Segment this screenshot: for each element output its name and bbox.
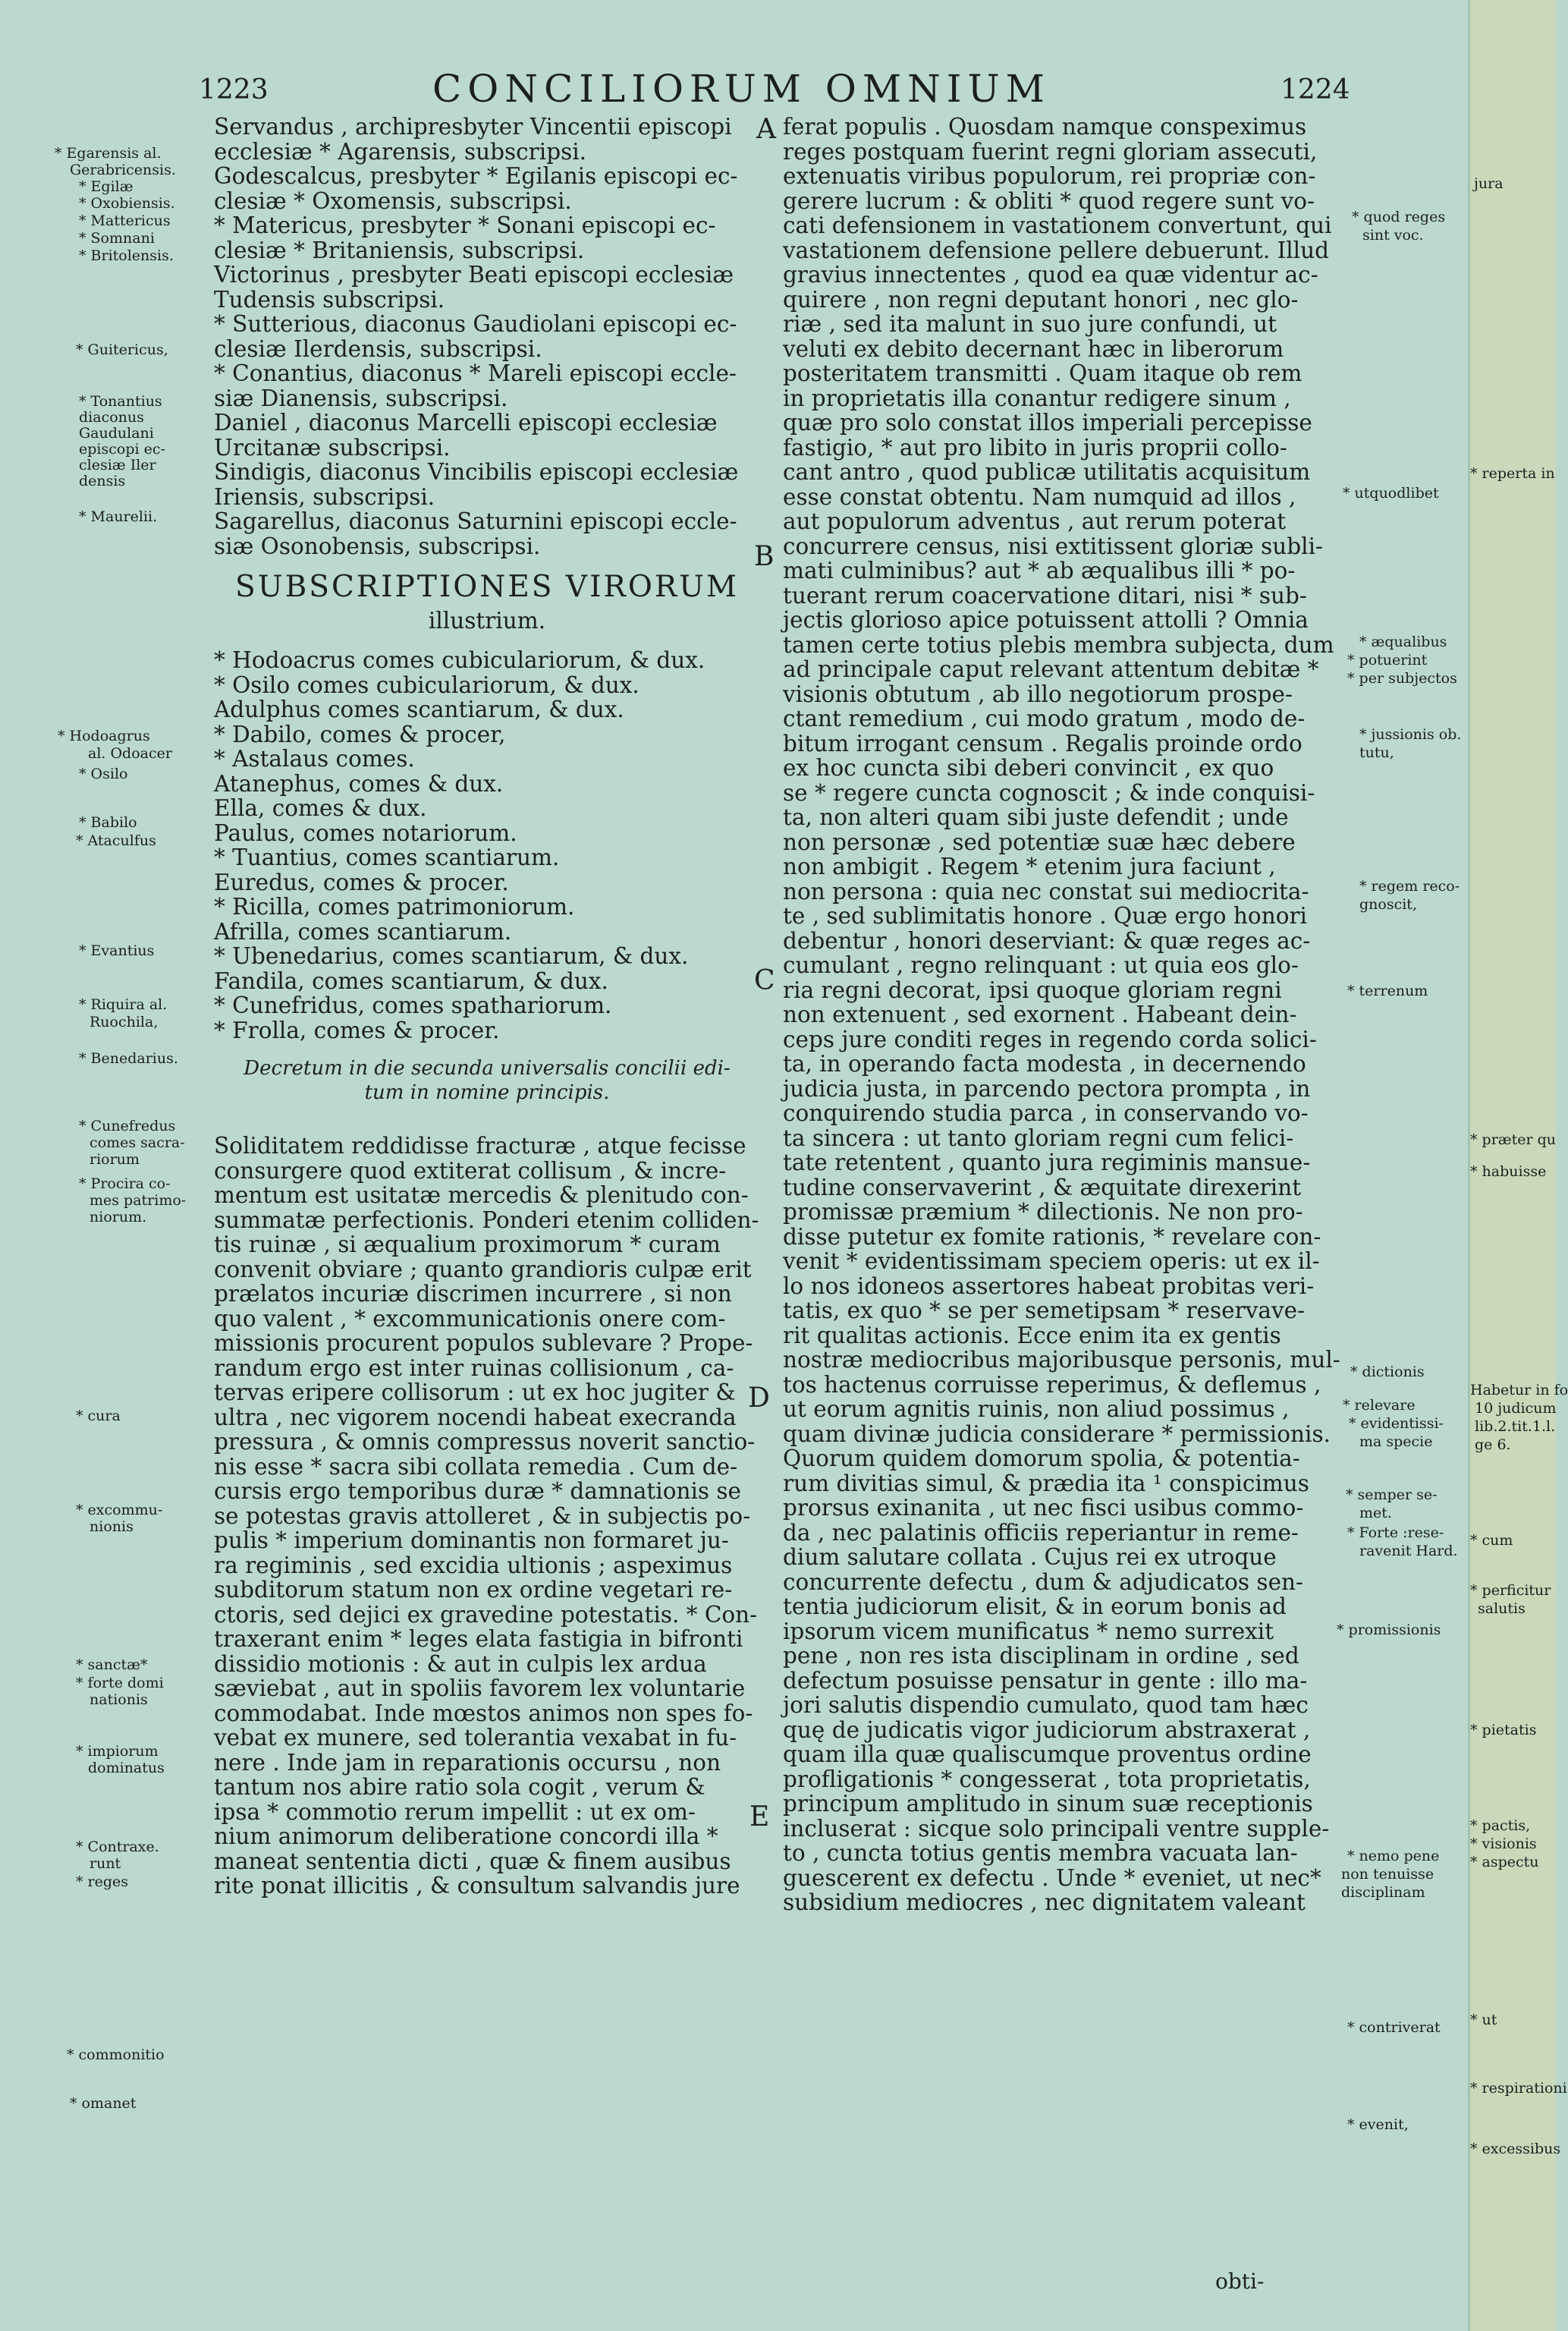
margin-note: gnoscit, [1359, 896, 1417, 913]
text-line: Soliditatem reddidisse fracturæ , atque fecisse [214, 1133, 746, 1159]
text-line: quam illa quæ qualiscumque proventus ordine [783, 1741, 1312, 1767]
text-line: pene , non res ista disciplinam in ordine , sed [783, 1643, 1299, 1669]
margin-note: Gaudulani [79, 425, 154, 442]
text-line: in proprietatis illa conantur redigere sinum , [783, 385, 1291, 411]
signature-line: * Ricilla, comes patrimoniorum. [214, 894, 575, 920]
facing-page-edge [1468, 0, 1568, 2331]
signature-list [214, 648, 760, 1043]
margin-note: * contriverat [1347, 2019, 1441, 2036]
margin-note: * commonitio [67, 2046, 165, 2063]
running-header [0, 67, 1468, 120]
text-line: nostræ mediocribus majoribusque personis, mul- [783, 1347, 1340, 1373]
margin-note: Habetur in fo [1470, 1382, 1568, 1398]
text-line: quæ pro solo constat illos imperiali percepisse [783, 410, 1312, 436]
section-subheading: illustrium. [428, 608, 546, 634]
margin-note: * visionis [1470, 1836, 1537, 1852]
margin-note: * dictionis [1350, 1364, 1425, 1380]
margin-note: * semper se- [1346, 1486, 1438, 1503]
text-line: ad principale caput relevant attentum debitæ * [783, 656, 1319, 682]
margin-note: densis [79, 473, 126, 489]
text-line: reges postquam fuerint regni gloriam assecuti, [783, 138, 1318, 165]
margin-note: Ruochila, [90, 1014, 159, 1030]
signature-line: Atanephus, comes & dux. [214, 770, 504, 797]
margin-note: * Cunefredus [79, 1118, 176, 1134]
margin-note: * evenit, [1347, 2116, 1409, 2133]
text-line: principum amplitudo in sinum suæ receptionis [783, 1791, 1313, 1817]
text-line: ipsorum vicem munificatus * nemo surrexit [783, 1618, 1274, 1644]
text-line: quam divinæ judicia considerare * permissionis. [783, 1420, 1331, 1447]
text-line: siæ Dianensis, subscripsi. [214, 385, 508, 411]
text-line: to , cuncta totius gentis membra vacuata lan- [783, 1840, 1298, 1866]
text-line: gravius innectentes , quod ea quæ videntur ac- [783, 262, 1318, 288]
text-line: ta sincera : ut tanto gloriam regni cum felici- [783, 1125, 1294, 1151]
text-line: ex hoc cuncta sibi deberi convincit , ex quo [783, 755, 1274, 781]
signature-line: * Ubenedarius, comes scantiarum, & dux. [214, 943, 689, 969]
text-line: subsidium mediocres , nec dignitatem valeant [783, 1889, 1306, 1915]
margin-note: * pactis, [1470, 1817, 1531, 1834]
text-line: * Sutterious, diaconus Gaudiolani episcopi ec- [214, 311, 737, 337]
text-line: subditorum statum non ex ordine vegetari re- [214, 1577, 733, 1603]
text-line: tervas eripere collisorum : ut ex hoc jugiter & [214, 1379, 736, 1405]
text-line: jori salutis dispendio cumulato, quod tam hæc [783, 1692, 1309, 1718]
margin-note: nionis [90, 1518, 134, 1535]
text-line: ctant remedium , cui modo gratum , modo de- [783, 706, 1306, 731]
margin-note: * reperta in [1470, 465, 1555, 482]
margin-note: * quod reges [1352, 209, 1446, 225]
text-line: concurrere census, nisi extitissent gloriæ subli- [783, 533, 1324, 559]
text-line: lo nos idoneos assertores habeat probitas veri- [783, 1272, 1315, 1299]
text-line: ta, non alteri quam sibi juste defendit ; unde [783, 804, 1289, 830]
text-line: aut populorum adventus , aut rerum poterat [783, 508, 1287, 534]
margin-note: * potuerint [1347, 652, 1428, 668]
text-line: clesiæ * Oxomensis, subscripsi. [214, 187, 572, 214]
text-line: pulis * imperium dominantis non formaret ju- [214, 1527, 729, 1553]
margin-note: nationis [90, 1691, 148, 1708]
text-line: Tudensis subscripsi. [214, 286, 445, 313]
text-line: tos hactenus corruisse reperimus, & deflemus , [783, 1371, 1321, 1398]
margin-note: * Egilæ [79, 178, 134, 195]
text-line: cumulant , regno relinquant : ut quia eos glo- [783, 952, 1299, 978]
margin-note: * excessibus [1470, 2141, 1561, 2157]
section-letter-c: C [754, 965, 775, 996]
text-line: te , sed sublimitatis honore . Quæ ergo honori [783, 903, 1307, 929]
margin-note: clesiæ Iler [79, 457, 156, 473]
text-line: non extenuent , sed exornent . Habeant dein- [783, 1002, 1297, 1027]
catchword: obti- [1215, 2269, 1265, 2294]
text-line: vastationem defensione pellere debuerunt. Illud [783, 237, 1329, 263]
page-number-left: 1223 [199, 74, 269, 105]
intro-subscriptions [214, 115, 760, 558]
margin-note: diaconus [79, 409, 144, 426]
signature-line: * Frolla, comes & procer. [214, 1017, 500, 1043]
margin-note: jura [1474, 175, 1504, 192]
text-line: clesiæ Ilerdensis, subscripsi. [214, 335, 542, 362]
text-line: mati culminibus? aut * ab æqualibus illi * po- [783, 558, 1296, 584]
margin-note: * relevare [1343, 1397, 1416, 1414]
margin-note: al. Odoacer [88, 745, 172, 762]
margin-note: * Contraxe. [76, 1839, 159, 1855]
text-line: disse putetur ex fomite rationis, * revelare con- [783, 1223, 1321, 1250]
text-line: clesiæ * Britaniensis, subscripsi. [214, 237, 585, 263]
section-letter-d: D [748, 1383, 770, 1414]
text-line: non persona : quia nec constat sui mediocrita- [783, 878, 1309, 904]
text-line: ceps jure conditi reges in regendo corda solici- [783, 1026, 1317, 1052]
text-line: tatis, ex quo * se per semetipsam * reservave- [783, 1298, 1306, 1323]
text-line: judicia justa, in parcendo pectora prompta , in [783, 1075, 1311, 1102]
text-line: concurrente defectu , dum & adjudicatos sen- [783, 1568, 1303, 1595]
margin-note: * aspectu [1470, 1854, 1539, 1870]
margin-note: * sanctæ* [76, 1656, 148, 1673]
margin-note: * respirationi [1470, 2080, 1567, 2097]
text-line: promissæ præmium * dilectionis. Ne non pro- [783, 1199, 1303, 1225]
text-line: traxerant enim * leges elata fastigia in bifronti [214, 1626, 743, 1652]
right-text-column [783, 115, 1353, 1915]
text-line: ferat populis . Quosdam namque conspeximus [783, 114, 1307, 140]
text-line: quo valent , * excommunicationis onere com- [214, 1305, 726, 1332]
text-line: Quorum quidem domorum spolia, & potentia- [783, 1445, 1300, 1471]
text-line: Urcitanæ subscripsi. [214, 434, 451, 461]
margin-note: * omanet [70, 2095, 137, 2112]
text-line: rite ponat illicitis , & consultum salvandis jure [214, 1873, 740, 1898]
text-line: mentum est usitatæ mercedis & plenitudo con- [214, 1182, 749, 1208]
text-line: Sagarellus, diaconus Saturnini episcopi eccle- [214, 508, 737, 534]
margin-note: runt [90, 1855, 121, 1872]
margin-note: * Britolensis. [79, 247, 174, 264]
margin-note: * Tonantius [79, 393, 162, 410]
signature-line: * Dabilo, comes & procer, [214, 721, 506, 747]
margin-note: comes sacra- [90, 1134, 185, 1151]
margin-note: * Oxobiensis. [79, 195, 175, 212]
text-line: missionis procurent populos sublevare ? Prope- [214, 1330, 753, 1356]
signature-line: Paulus, comes notariorum. [214, 819, 517, 846]
text-line: veluti ex debito decernant hæc in liberorum [783, 335, 1284, 362]
margin-note: riorum [90, 1151, 140, 1168]
margin-note: non tenuisse [1341, 1866, 1434, 1883]
left-text-column [214, 115, 760, 1898]
text-line: bitum irrogant censum . Regalis proinde ordo [783, 730, 1302, 757]
text-line: incluserat : sicque solo principali ventre supple- [783, 1815, 1330, 1842]
text-line: pressura , & omnis compressus noverit sanctio- [214, 1429, 756, 1455]
text-line: ria regni decorat, ipsi quoque gloriam regni [783, 977, 1282, 1003]
decree-body [214, 1134, 760, 1898]
text-line: jectis glorioso apice potuissent attolli ? Omnia [783, 607, 1309, 633]
text-line: gerere lucrum : & obliti * quod regere sunt vo- [783, 187, 1315, 214]
margin-note: * Hodoagrus [58, 728, 150, 744]
running-title: CONCILIORUM OMNIUM [432, 67, 1051, 111]
margin-note: * Evantius [79, 942, 155, 959]
margin-note: * præter qu [1470, 1131, 1557, 1148]
margin-note: met. [1359, 1505, 1392, 1521]
margin-note: * æqualibus [1359, 634, 1447, 650]
text-line: se * regere cuncta cognoscit ; & inde conquisi- [783, 779, 1315, 806]
margin-note: disciplinam [1341, 1884, 1425, 1901]
text-line: Victorinus , presbyter Beati episcopi ecclesiæ [214, 262, 734, 288]
margin-note: * Riquira al. [79, 996, 168, 1013]
text-line: tis ruinæ , si æqualium proximorum * curam [214, 1232, 721, 1257]
margin-note: * Egarensis al. [55, 145, 162, 162]
margin-note: * Maurelii. [79, 508, 158, 525]
text-line: quirere , non regni deputant honori , nec glo- [783, 286, 1299, 313]
text-line: cursis ergo temporibus duræ * damnationis se [214, 1478, 742, 1504]
signature-line: Fandila, comes scantiarum, & dux. [214, 967, 608, 994]
margin-note: * Procira co- [79, 1175, 171, 1192]
text-line: nium animorum deliberatione concordi illa * [214, 1823, 718, 1849]
text-line: ultra , nec vigorem nocendi habeat execranda [214, 1404, 737, 1430]
text-line: siæ Osonobensis, subscripsi. [214, 533, 541, 559]
text-line: tamen certe totius plebis membra subjecta, dum [783, 631, 1334, 658]
text-line: Godescalcus, presbyter * Egilanis episcopi ec- [214, 163, 738, 189]
decree-title-line: tum in nomine principis. [364, 1081, 610, 1104]
margin-note: * nemo pene [1347, 1848, 1440, 1864]
text-line: esse constat obtentu. Nam numquid ad illos , [783, 483, 1296, 510]
margin-note: * utquodlibet [1343, 485, 1439, 502]
text-line: convenit obviare ; quanto grandioris culpæ erit [214, 1256, 752, 1282]
text-line: nis esse * sacra sibi collata remedia . Cum de- [214, 1453, 738, 1480]
margin-note: * reges [76, 1873, 129, 1890]
decree-title-line: Decretum in die secunda universalis concilii edi- [244, 1057, 731, 1080]
margin-note: * habuisse [1470, 1163, 1547, 1180]
text-line: da , nec palatinis officiis reperiantur in reme- [783, 1519, 1299, 1546]
text-line: tate retentent , quanto jura regiminis mansue- [783, 1150, 1311, 1175]
margin-note: * cum [1470, 1532, 1513, 1549]
text-line: ctoris, sed dejici ex gravedine potestatis. * Con- [214, 1601, 758, 1628]
text-line: prælatos incuriæ discrimen incurrere , si non [214, 1281, 732, 1307]
margin-note: * evidentissi- [1349, 1415, 1444, 1432]
section-letter-a: A [756, 114, 776, 145]
text-line: nere . Inde jam in reparationis occursu , non [214, 1749, 721, 1776]
text-line: posteritatem transmitti . Quam itaque ob rem [783, 360, 1302, 386]
text-line: cant antro , quod publicæ utilitatis acquisitum [783, 459, 1311, 485]
signature-line: * Cunefridus, comes spathariorum. [214, 992, 612, 1018]
margin-note: * Somnani [79, 230, 155, 247]
text-line: * Matericus, presbyter * Sonani episcopi ec- [214, 212, 716, 238]
text-line: ut eorum agnitis ruinis, non aliud possimus , [783, 1396, 1290, 1422]
margin-note: tutu, [1359, 744, 1394, 761]
text-line: dium salutare collata . Cujus rei ex utroque [783, 1544, 1277, 1570]
margin-note: * terrenum [1347, 983, 1428, 999]
text-line: venit * evidentissimam speciem operis: ut ex il- [783, 1248, 1320, 1274]
text-line: tuerant rerum coacervatione ditari, nisi * sub- [783, 582, 1307, 609]
text-line: commodabat. Inde mœstos animos non spes fo- [214, 1700, 753, 1726]
margin-note: * excommu- [76, 1502, 163, 1518]
text-line: prorsus exinanita , ut nec fisci usibus commo- [783, 1495, 1304, 1521]
signature-line: Ella, comes & dux. [214, 795, 427, 821]
text-line: quę de judicatis vigor judiciorum abstraxerat , [783, 1716, 1311, 1743]
section-letter-b: B [754, 541, 775, 572]
text-line: Iriensis, subscripsi. [214, 483, 435, 510]
text-line: Daniel , diaconus Marcelli episcopi ecclesiæ [214, 410, 718, 436]
text-line: ra regiminis , sed excidia ultionis ; aspeximus [214, 1552, 733, 1578]
margin-note: ravenit Hard. [1359, 1543, 1458, 1559]
signature-line: Afrilla, comes scantiarum. [214, 918, 512, 945]
text-line: Sindigis, diaconus Vincibilis episcopi ecclesiæ [214, 459, 739, 485]
text-line: dissidio motionis : & aut in culpis lex ardua [214, 1650, 707, 1677]
text-line: se potestas gravis attolleret , & in subjectis po- [214, 1502, 751, 1529]
text-line: tantum nos abire ratio sola cogit , verum & [214, 1774, 705, 1800]
margin-note: ma specie [1359, 1433, 1433, 1450]
text-line: * Conantius, diaconus * Mareli episcopi eccle- [214, 360, 737, 386]
text-line: rum divitias simul, & prædia ita ¹ conspicimus [783, 1470, 1309, 1496]
margin-note: * Benedarius. [79, 1050, 178, 1067]
text-line: summatæ perfectionis. Ponderi etenim colliden- [214, 1206, 759, 1233]
decree-title [214, 1056, 760, 1105]
signature-line: * Tuantius, comes scantiarum. [214, 845, 560, 870]
signature-line: * Osilo comes cubiculariorum, & dux. [214, 672, 639, 698]
margin-note: * Ataculfus [76, 832, 156, 849]
margin-note: * perficitur [1470, 1582, 1551, 1599]
text-line: tentia judiciorum elisit, & in eorum bonis ad [783, 1593, 1287, 1619]
text-line: sæviebat , aut in spoliis favorem lex voluntarie [214, 1675, 746, 1701]
margin-note: niorum. [90, 1209, 147, 1225]
margin-note: Gerabricensis. [70, 162, 176, 178]
text-line: defectum posuisse pensatur in gente : illo ma- [783, 1667, 1308, 1694]
text-line: riæ , sed ita malunt in suo jure confundi, ut [783, 311, 1277, 337]
text-line: rit qualitas actionis. Ecce enim ita ex gentis [783, 1322, 1281, 1348]
text-line: tudine conservaverint , & æquitate direxerint [783, 1174, 1302, 1200]
text-line: conquirendo studia parca , in conservando vo- [783, 1100, 1309, 1126]
text-line: non ambigit . Regem * etenim jura faciunt , [783, 854, 1276, 879]
margin-note: salutis [1478, 1600, 1526, 1617]
margin-note: * promissionis [1337, 1622, 1441, 1638]
text-line: ipsa * commotio rerum impellit : ut ex om- [214, 1798, 696, 1825]
margin-note: * ut [1470, 2012, 1497, 2028]
text-line: debentur , honori deserviant: & quæ reges ac- [783, 927, 1311, 954]
text-line: vebat ex munere, sed tolerantia vexabat in fu- [214, 1725, 737, 1751]
signature-line: Adulphus comes scantiarum, & dux. [214, 697, 624, 722]
text-line: guescerent ex defectu . Unde * eveniet, ut nec* [783, 1864, 1321, 1891]
margin-note: * forte domi [76, 1675, 164, 1691]
margin-note: 10 judicum [1475, 1400, 1557, 1417]
margin-note: * jussionis ob. [1359, 726, 1462, 743]
text-line: maneat sententia dicti , quæ & finem ausibus [214, 1848, 731, 1874]
text-line: non personæ , sed potentiæ suæ hæc debere [783, 829, 1296, 855]
text-line: visionis obtutum , ab illo negotiorum prospe- [783, 681, 1293, 707]
text-line: extenuatis viribus populorum, rei propriæ con- [783, 163, 1316, 189]
margin-note: episcopi ec- [79, 441, 165, 458]
margin-note: ge 6. [1475, 1436, 1511, 1453]
margin-note: dominatus [88, 1760, 165, 1776]
text-line: ta, in operando facta modesta , in decernendo [783, 1051, 1306, 1077]
margin-note: * impiorum [76, 1743, 159, 1760]
margin-note: * Mattericus [79, 212, 171, 229]
signature-line: * Hodoacrus comes cubiculariorum, & dux. [214, 647, 705, 673]
text-line: Servandus , archipresbyter Vincentii episcopi [214, 114, 732, 140]
margin-note: * per subjectos [1347, 670, 1457, 687]
text-line: profligationis * congesserat , tota proprietatis, [783, 1766, 1311, 1792]
section-letter-e: E [749, 1801, 770, 1832]
margin-note: * Forte :rese- [1347, 1524, 1444, 1541]
text-line: ecclesiæ * Agarensis, subscripsi. [214, 138, 587, 165]
text-line: consurgere quod extiterat collisum , & incre- [214, 1157, 727, 1184]
signature-line: * Astalaus comes. [214, 746, 415, 772]
text-line: fastigio, * aut pro libito in juris proprii collo- [783, 434, 1287, 461]
margin-note: * Babilo [79, 814, 137, 831]
margin-note: sint voc. [1362, 227, 1424, 244]
signature-line: Euredus, comes & procer. [214, 869, 509, 895]
margin-note: mes patrimo- [90, 1192, 187, 1209]
margin-note: * Guitericus, [76, 341, 168, 358]
text-line: cati defensionem in vastationem convertunt, qui [783, 212, 1332, 238]
margin-note: * regem reco- [1359, 878, 1460, 895]
page-number-right: 1224 [1280, 74, 1350, 105]
section-heading: SUBSCRIPTIONES VIRORUM [235, 570, 739, 604]
margin-note: * pietatis [1470, 1722, 1537, 1738]
margin-note: * cura [76, 1408, 121, 1424]
margin-note: lib.2.tit.1.l. [1475, 1418, 1556, 1435]
margin-note: * Osilo [79, 766, 128, 782]
text-line: randum ergo est inter ruinas collisionum , ca- [214, 1354, 734, 1381]
